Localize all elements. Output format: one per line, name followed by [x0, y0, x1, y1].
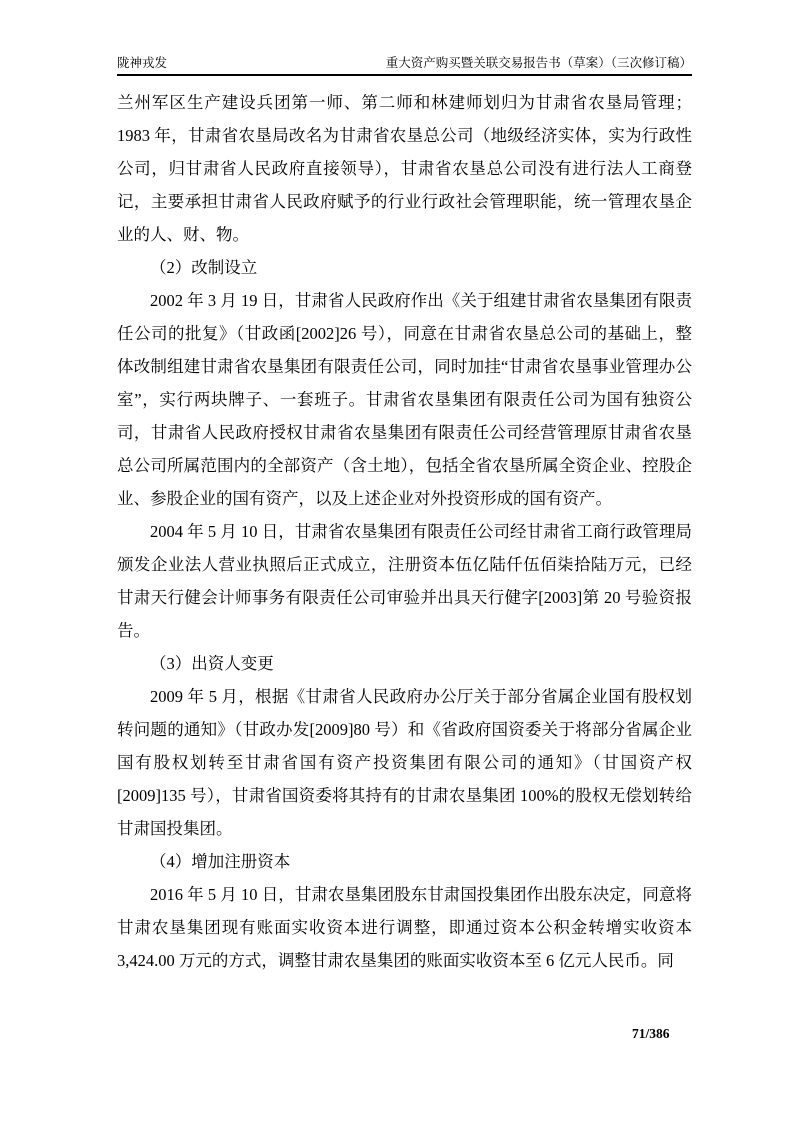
section-heading: （2）改制设立 [150, 258, 258, 277]
page-number [632, 1026, 670, 1041]
body-paragraph: 兰州军区生产建设兵团第一师、第二师和林建师划归为甘肃省农垦局管理；1983 年，甘肃省农垦局改名为甘肃省农垦总公司（地级经济实体，实为行政性公司，归甘肃省人民政府直接领导），甘肃省农垦总公司没有进行法人工商登记，主要承担甘肃省人民政府赋予的行业行政社会管理职能，统一管理农垦企业的人、财、物。 [117, 93, 692, 244]
document-body [117, 86, 692, 977]
page-number-current: 71 [632, 1026, 646, 1041]
page-header [117, 56, 692, 76]
section-heading: （3）出资人变更 [150, 654, 274, 673]
page-number-total: 386 [649, 1026, 670, 1041]
page-number-separator: / [645, 1026, 650, 1041]
body-paragraph: 2009 年 5 月，根据《甘肃省人民政府办公厅关于部分省属企业国有股权划转问题的通知》（甘政办发[2009]80 号）和《省政府国资委关于将部分省属企业国有股权划转至甘肃省国有资产投资集团有限公司的通知》（甘国资产权[2009]135 号），甘肃省国资委将其持有的甘肃农垦集团 100%的股权无偿划转给甘肃国投集团。 [117, 687, 692, 838]
body-paragraph: 2016 年 5 月 10 日，甘肃农垦集团股东甘肃国投集团作出股东决定，同意将甘肃农垦集团现有账面实收资本进行调整，即通过资本公积金转增实收资本3,424.00 万元的方式，调整甘肃农垦集团的账面实收资本至 6 亿元人民币。同 [117, 885, 692, 970]
body-paragraph: 2004 年 5 月 10 日，甘肃省农垦集团有限责任公司经甘肃省工商行政管理局颁发企业法人营业执照后正式成立，注册资本伍亿陆仟伍佰柒拾陆万元，已经甘肃天行健会计师事务有限责任公司审验并出具天行健字[2003]第 20 号验资报告。 [117, 522, 692, 640]
body-paragraph: 2002 年 3 月 19 日，甘肃省人民政府作出《关于组建甘肃省农垦集团有限责任公司的批复》（甘政函[2002]26 号），同意在甘肃省农垦总公司的基础上，整体改制组建甘肃省农垦集团有限责任公司，同时加挂“甘肃省农垦事业管理办公室”，实行两块牌子、一套班子。甘肃省农垦集团有限责任公司为国有独资公司，甘肃省人民政府授权甘肃省农垦集团有限责任公司经营管理原甘肃省农垦总公司所属范围内的全部资产（含土地），包括全省农垦所属全资企业、控股企业、参股企业的国有资产，以及上述企业对外投资形成的国有资产。 [117, 291, 692, 508]
header-left-title: 陇神戎发 [117, 56, 168, 70]
header-right-title: 重大资产购买暨关联交易报告书（草案）（三次修订稿） [385, 56, 692, 70]
section-heading: （4）增加注册资本 [150, 852, 291, 871]
